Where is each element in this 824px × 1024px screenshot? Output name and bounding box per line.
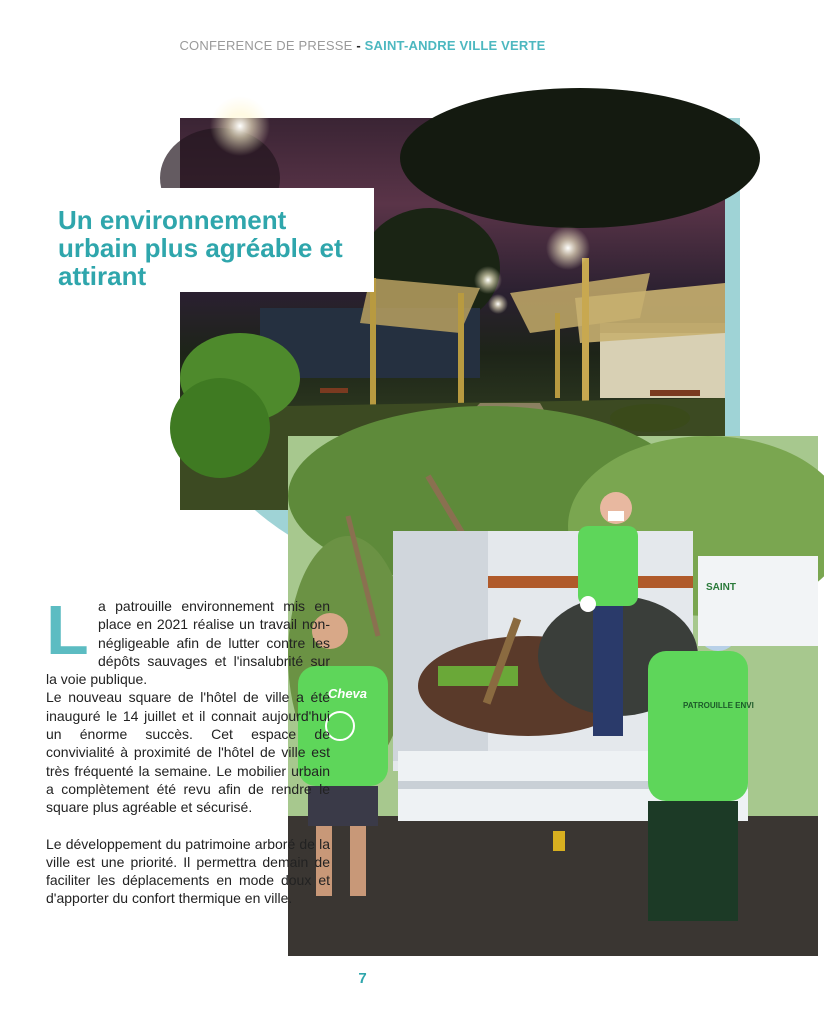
truck-sign-text: SAINT <box>706 582 736 593</box>
shirt-right-text: PATROUILLE ENVI <box>683 701 754 710</box>
page-title: Un environnement urbain plus agréable et attirant <box>58 205 343 291</box>
shirt-left-text: Cheva <box>328 686 368 701</box>
paragraph-1 <box>46 591 330 688</box>
header-separator: - <box>356 38 361 53</box>
cleanup-team-illustration <box>288 436 818 956</box>
article-body <box>46 591 330 908</box>
paragraph-1-text: a patrouille environnement mis en place en 2021 réalise un travail non-négligeable afin de lutter contre les dépôts sauvages et l'insalubrité sur la voie publique. <box>46 598 330 688</box>
page-header <box>0 38 725 53</box>
paragraph-3: Le développement du patrimoine arboré de la ville est une priorité. Il permettra demain de faciliter les déplacements en mode doux et d'apporter du confort thermique en ville. <box>46 835 330 907</box>
header-left-text: CONFERENCE DE PRESSE <box>179 38 353 53</box>
header-right-text: SAINT-ANDRE VILLE VERTE <box>364 38 546 53</box>
page-number: 7 <box>358 970 367 987</box>
paragraph-2: Le nouveau square de l'hôtel de ville a été inauguré le 14 juillet et il connait aujourd'hui un énorme succès. Cet espace de convivialité à proximité de l'hôtel de ville est très fréquenté la semaine. Le mobilier urbain a complètement été revu afin de rendre le square plus agréable et sécurisé. <box>46 689 330 816</box>
drop-cap: L <box>46 591 89 669</box>
cleanup-team-photo <box>282 430 824 962</box>
